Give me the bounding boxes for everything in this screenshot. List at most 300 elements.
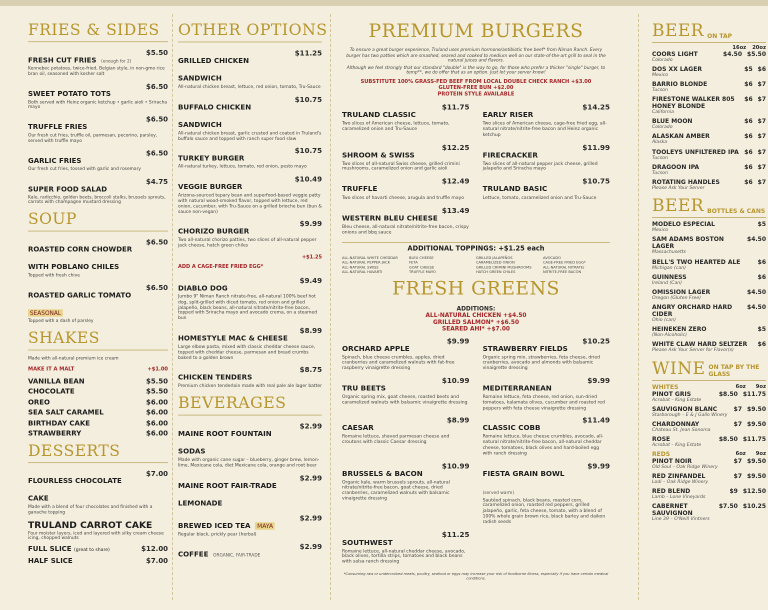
beer-prices <box>744 149 766 156</box>
menu-item-price: $6.50 <box>146 238 168 247</box>
menu-item-header <box>178 422 322 457</box>
menu-item-header <box>28 177 168 194</box>
beer-name: CHARDONNAY <box>652 420 700 428</box>
menu-item-price: $13.49 <box>441 206 470 215</box>
beer-price-large: $12.50 <box>742 488 766 496</box>
menu-item-desc: All-natural chicken breast, garlic crusted and coated in Truland's buffalo sauce and topped with ranch super food slaw <box>178 131 322 142</box>
beer-row <box>652 236 766 250</box>
menu-item-title <box>342 177 377 195</box>
beer-origin: (Non-Alcoholic) <box>652 332 687 338</box>
menu-item-name: FIESTA GRAIN BOWL <box>482 469 565 478</box>
beer-origin: Alaska <box>652 140 668 146</box>
menu-item-header <box>483 462 610 498</box>
beer-item <box>652 81 766 94</box>
beer-name: PINOT NOIR <box>652 457 692 465</box>
desserts-section-title: DESSERTS <box>28 443 168 463</box>
beer-name: RED BLEND <box>652 488 691 496</box>
menu-item <box>178 175 322 215</box>
beer-price-small: $9 <box>729 488 738 496</box>
malt-label: MAKE IT A MALT <box>28 366 75 373</box>
beer-item <box>652 259 766 272</box>
beer-prices <box>744 81 766 88</box>
menu-item-name: SWEET POTATO TOTS <box>28 89 111 98</box>
menu-item-desc: Two slices of all-natural Swiss cheese, grilled crimini mushrooms, caramelized onion and garlic aioli <box>342 161 460 172</box>
menu-item-header <box>342 376 469 394</box>
beer-name: RED ZINFANDEL <box>652 473 706 481</box>
menu-item <box>342 177 469 201</box>
beer-name: DRAGOON IPA <box>652 163 700 171</box>
beer-name: WHITE CLAW HARD SELTZER <box>652 341 748 348</box>
beer-price-large: $9.50 <box>747 473 766 481</box>
beer-prices <box>758 341 766 348</box>
menu-item-title <box>178 474 296 509</box>
beer-tap-list <box>652 51 766 191</box>
menu-item-header <box>483 143 610 161</box>
beer-price-large: $7 <box>757 96 766 104</box>
beer-price-small: $6 <box>744 133 753 141</box>
beer-row <box>652 436 766 443</box>
menu-item-header <box>178 276 322 294</box>
menu-item-name: MAINE ROOT FAIR-TRADE LEMONADE <box>178 481 277 508</box>
beer-origin: Mexico <box>652 228 669 234</box>
beer-item <box>652 289 766 302</box>
menu-item-desc: Premium chicken tenderloin made with real pale ale lager batter <box>178 384 322 389</box>
beer-name: COORS LIGHT <box>652 51 698 58</box>
beer-price-large: $6 <box>757 66 766 74</box>
menu-item-name: FLOURLESS CHOCOLATE CAKE <box>28 476 122 503</box>
topping-item: ALL-NATURAL NITRATE/ <box>542 264 585 269</box>
beer-row <box>652 421 766 428</box>
shake-name: SEA SALT CARAMEL <box>28 408 104 417</box>
wine-size-6: 6oz <box>735 383 746 390</box>
beer-prices <box>758 274 766 281</box>
menu-item <box>483 462 610 526</box>
beer-origin: Ohio (can) <box>652 317 676 323</box>
menu-item-header <box>178 49 322 84</box>
beer-item <box>652 458 766 471</box>
beer-name: BLUE MOON <box>652 118 693 126</box>
beer-item <box>652 503 766 523</box>
beer-row <box>652 304 766 318</box>
menu-item-name: WESTERN BLEU CHEESE <box>342 213 438 223</box>
menu-item-name: ROASTED GARLIC TOMATO <box>28 291 132 300</box>
menu-item-price: $10.75 <box>294 146 322 156</box>
menu-item-price: $9.99 <box>587 461 610 471</box>
beer-origin: Line 39 – O'Neill Vintners <box>652 517 710 523</box>
beer-prices <box>744 133 766 140</box>
menu-item-price: $11.99 <box>582 142 610 152</box>
menu-item-desc: Arizona-sourced tepary bean and superfood-based veggie patty with natural wood-smoked flavor, topped with lettuce, red onion, cucumber, with Tru-Sauce on a grilled brioche bun (bun & sauce non-vegan) <box>178 193 322 215</box>
menu-item <box>483 337 610 372</box>
menu-item-name: TRU BEETS <box>342 383 386 393</box>
topping-item: ALL-NATURAL PEPPER JACK <box>342 259 390 265</box>
menu-item-name: GARLIC FRIES <box>28 156 82 165</box>
menu-item <box>28 149 168 173</box>
beer-row <box>652 51 766 58</box>
beer-prices <box>747 236 766 250</box>
column-divider <box>638 14 639 600</box>
menu-item-price: $2.99 <box>299 422 322 431</box>
menu-item-desc: Organic kale, warm brussels sprouts, all-natural nitrate/nitrite-free bacon, goat cheese, dried cranberries, caramelized walnuts with balsamic vinaigrette dressing <box>342 480 450 502</box>
menu-item-price: $10.25 <box>582 336 610 346</box>
menu-item-header <box>28 49 168 66</box>
beverages-list <box>178 422 322 560</box>
wine-size-9: 9oz <box>755 383 766 390</box>
menu-item <box>178 220 322 249</box>
menu-item <box>178 276 322 321</box>
menu-item-title <box>483 177 548 195</box>
beer-price-small: $7 <box>733 405 743 413</box>
beer-origin: Tucson <box>652 170 668 176</box>
menu-item-price: $10.99 <box>441 461 470 471</box>
menu-item-name: TURKEY BURGER <box>178 154 245 163</box>
beer-row <box>652 458 766 465</box>
carrot-cake-name: TRULAND CARROT CAKE <box>28 520 153 531</box>
menu-item-title <box>178 220 249 238</box>
menu-item-desc: Large elbow pasta, mixed with classic cheddar cheese sauce, topped with cheddar cheese, parmesan and bread crumbs baked to a golden brown <box>178 344 316 361</box>
beer-origin: Acrobat – King Estate <box>652 442 702 448</box>
menu-item-header <box>28 470 168 505</box>
beer-row <box>652 341 766 348</box>
beer-name: MODELO ESPECIAL <box>652 221 715 229</box>
beer-name: DOS XX LAGER <box>652 66 702 74</box>
menu-item-desc: Romaine lettuce, feta cheese, red onion, sun-dried tomatoes, kalamata olives, cucumber and roasted red peppers with feta cheese vinaigrette dressing <box>482 395 605 411</box>
beer-prices <box>758 221 766 228</box>
menu-item-title <box>483 462 584 498</box>
menu-item-price: $12.49 <box>441 177 470 186</box>
beer-prices <box>747 289 766 296</box>
menu-item-price: $9.99 <box>587 376 610 385</box>
menu-item-price: +$1.25 <box>301 254 322 261</box>
topping-item: GOAT CHEESE <box>408 264 435 269</box>
menu-item-price: $7.00 <box>146 469 168 478</box>
wine-title: WINE <box>652 358 706 379</box>
toppings-list <box>342 255 610 274</box>
menu-item <box>28 116 168 145</box>
beer-origin: Michigan (can) <box>652 265 686 271</box>
toppings-title: ADDITIONAL TOPPINGS: +$1.25 each <box>342 242 610 252</box>
shake-item <box>28 398 168 406</box>
menu-item-title <box>178 175 242 193</box>
menu-item <box>483 143 610 173</box>
menu-item-price: $10.99 <box>441 376 470 385</box>
menu-item-name: EARLY RISER <box>482 110 534 120</box>
beer-row <box>652 66 766 73</box>
menu-item-header <box>28 284 168 319</box>
menu-item-desc: Made with a blend of four chocolates and finished with a ganache topping <box>28 505 153 516</box>
footnote: *Consuming raw or undercooked meats, poultry, seafood or eggs may increase your risk of foodborne illness, especially if you have certain medical conditions. <box>343 571 609 581</box>
menu-item-price: $5.50 <box>146 48 168 57</box>
beer-price-small: $6 <box>744 148 753 156</box>
column-other-options-beverages <box>178 21 328 565</box>
menu-item-header <box>483 103 610 121</box>
beer-row <box>652 164 766 171</box>
menu-item-header <box>342 103 469 121</box>
beer-item <box>652 179 766 192</box>
menu-item-header <box>178 366 322 384</box>
menu-item-note: (served warm) <box>482 490 515 496</box>
topping-item: ALL-NATURAL HAVARTI <box>342 268 383 274</box>
beer-origin: Ireland (Can) <box>652 280 682 286</box>
beer-bottle-title: BEER <box>652 196 705 217</box>
beer-price-small: $6 <box>744 163 753 171</box>
menu-item <box>28 284 168 325</box>
menu-item <box>483 103 610 138</box>
menu-item-title <box>483 376 552 394</box>
beer-row <box>652 133 766 140</box>
menu-item-price: $6.50 <box>146 148 168 158</box>
malt-price: +$1.00 <box>147 366 168 373</box>
menu-item <box>28 177 168 206</box>
shake-name: STRAWBERRY <box>28 429 82 438</box>
desserts-list <box>28 470 168 516</box>
greens-list <box>342 337 610 570</box>
menu-item-desc: Made with organic cane sugar – blueberry, ginger brew, lemon-lime, Mexicane cola, diet Mexicane cola, orange and root beer <box>178 458 320 469</box>
shake-item <box>28 377 168 385</box>
beer-prices <box>719 391 766 398</box>
menu-item-title <box>342 416 374 434</box>
menu-item-desc: All-natural chicken breast, lettuce, red onion, tomato, Tru-Sauce <box>178 85 321 90</box>
menu-item-desc: Two slices of American cheese, cage-free fried egg, all-natural nitrate/nitrite-free bacon and Heinz organic ketchup <box>482 121 607 138</box>
addition-ahi: SEARED AHI* +$7.00 <box>442 325 510 332</box>
beer-price-large: $5.50 <box>747 51 766 58</box>
menu-item <box>178 514 322 538</box>
menu-item-desc: Romaine lettuce, shaved parmesan cheese and croutons with classic Caesar dressing <box>342 435 450 446</box>
menu-item-price: $11.25 <box>441 530 470 539</box>
menu-item-name: DIABLO DOG <box>178 283 228 293</box>
beer-row <box>652 391 766 398</box>
beer-price: $4.50 <box>747 303 766 311</box>
beer-price-large: $7 <box>757 118 766 126</box>
menu-item-name: ORCHARD APPLE <box>342 344 410 353</box>
shake-item <box>28 419 168 427</box>
beer-price-large: $7 <box>757 178 766 186</box>
beer-item <box>652 473 766 486</box>
menu-item-price: $8.99 <box>446 416 470 425</box>
menu-item-title <box>178 514 275 532</box>
beer-name: ALASKAN AMBER <box>652 133 710 141</box>
whites-label: WHITES <box>652 383 679 391</box>
beer-name: HEINEKEN ZERO <box>652 325 707 333</box>
beer-prices <box>744 96 766 110</box>
menu-item-price: $10.75 <box>582 177 610 186</box>
menu-item-name: CAESAR <box>342 423 374 433</box>
beer-price-small: $6 <box>744 96 753 104</box>
beer-prices <box>719 503 766 517</box>
beer-row <box>652 503 766 517</box>
beer-price: $6 <box>757 258 766 266</box>
menu-item-title <box>28 177 107 194</box>
wine-sub: ON TAP BY THE GLASS <box>708 363 760 378</box>
beer-item <box>652 274 766 287</box>
beer-origin: Lodi – Oak Ridge Winery <box>652 480 709 486</box>
menu-item-note: ORGANIC, FAIR-TRADE <box>213 553 261 559</box>
menu-item-header <box>178 95 322 130</box>
menu-item-price: $10.49 <box>294 175 322 184</box>
shakes-section-title: SHAKES <box>28 330 168 350</box>
menu-item-title <box>178 147 244 165</box>
menu-item-header <box>178 542 322 560</box>
menu-item-desc: Kennebec potatoes, twice-fried, Belgian style, in non-gmo rice bran oil, seasoned with kosher salt <box>28 66 165 77</box>
column-divider <box>330 14 331 600</box>
menu-item <box>178 542 322 560</box>
menu-item-title <box>342 337 410 355</box>
beer-price-large: $10.25 <box>742 503 766 511</box>
menu-item-name: BREWED ICED TEA <box>178 521 251 530</box>
menu-item-price: $6.50 <box>146 115 168 124</box>
beer-row <box>652 149 766 156</box>
shake-item <box>28 429 168 437</box>
menu-item <box>178 366 322 390</box>
menu-item-header <box>483 416 610 434</box>
beer-item <box>652 488 766 501</box>
beer-item <box>652 149 766 162</box>
beer-origin: Acrobat – King Estate <box>652 397 702 403</box>
menu-item-price: $9.99 <box>446 336 470 346</box>
beer-price-small: $7 <box>733 473 743 481</box>
menu-item-name: MEDITERRANEAN <box>482 383 552 393</box>
menu-item-price: $2.99 <box>299 473 322 483</box>
beer-name: ANGRY ORCHARD HARD CIDER <box>652 303 733 318</box>
menu-item-price: $2.99 <box>299 542 322 551</box>
beer-origin: Oregon (Gluten Free) <box>652 295 701 301</box>
carrot-cake-item <box>28 520 168 564</box>
other-options-list <box>178 49 322 390</box>
menu-item-name: SOUTHWEST <box>342 537 393 547</box>
menu-item <box>28 470 168 516</box>
shakes-intro: Made with all-natural premium ice cream <box>28 356 119 362</box>
menu-item-name: ROASTED CORN CHOWDER WITH POBLANO CHILES <box>28 245 133 272</box>
menu-item-desc: Lettuce, tomato, caramelized onion and Tru-Sauce <box>482 196 597 201</box>
beer-row <box>652 96 766 110</box>
menu-item <box>178 326 322 361</box>
shake-name: CHOCOLATE <box>28 387 75 396</box>
beer-name: TOOLEYS UNFILTERED IPA <box>652 148 739 156</box>
menu-item-title <box>28 82 111 99</box>
beer-price-small: $8.50 <box>718 435 738 443</box>
menu-item <box>178 49 322 91</box>
menu-item-header <box>342 337 469 355</box>
shake-price: $5.50 <box>146 387 168 396</box>
beer-row <box>652 259 766 266</box>
menu-item <box>178 422 322 469</box>
menu-item <box>342 206 469 236</box>
beer-row <box>652 406 766 413</box>
menu-item-name: GRILLED CHICKEN SANDWICH <box>178 56 249 83</box>
shake-name: BIRTHDAY CAKE <box>28 418 91 427</box>
menu-item-desc: Bleu cheese, all-natural nitrate/nitrite-free bacon, crispy onions and bbq sauce <box>342 225 469 236</box>
beer-origin: Lamb – Lone Vineyards <box>652 495 706 501</box>
beer-price-small: $5 <box>744 66 753 74</box>
burgers-list <box>342 103 610 241</box>
menu-item-name: BRUSSELS & BACON <box>342 469 423 478</box>
beer-bottle-sub: BOTTLES & CANS <box>707 208 766 216</box>
beer-origin: Mexico <box>652 73 669 79</box>
menu-item-header <box>178 147 322 165</box>
menu-item-header <box>178 474 322 509</box>
topping-item: CARAMELIZED ONION <box>475 259 515 265</box>
carrot-full-slice <box>28 545 168 555</box>
menu-item <box>483 177 610 201</box>
beer-item <box>652 164 766 177</box>
beer-prices <box>734 473 766 480</box>
menu-item-desc: Sautéed spinach, black beans, roasted corn, caramelized onion, roasted red peppers, grilled jalapeño, garlic, feta cheese, tomato, with a blend of 100% whole grain brown rice, black barley and daikon radish seeds <box>482 498 606 525</box>
menu-item-title <box>178 422 296 457</box>
beer-item <box>652 118 766 131</box>
menu-item-name: MAINE ROOT FOUNTAIN SODAS <box>178 429 272 456</box>
menu-item-desc: Regular black, prickly pear (herbal) <box>178 532 257 537</box>
beer-price-small: $6 <box>744 178 753 186</box>
menu-item-name: TRULAND BASIC <box>482 184 548 194</box>
menu-item-name: TRULAND CLASSIC <box>342 110 416 120</box>
menu-item-desc: Topped with a dash of parsley <box>28 319 94 324</box>
beer-prices <box>719 436 766 443</box>
menu-item-price: $14.25 <box>582 103 610 112</box>
menu-item-title <box>342 206 438 224</box>
menu-item-desc: Romaine lettuce, all-natural cheddar cheese, avocado, black olives, tortilla strips, tomatoes and black beans with salsa ranch dressing <box>342 549 466 565</box>
shake-price: $6.00 <box>146 418 168 427</box>
menu-item-title <box>342 530 393 548</box>
menu-item <box>483 376 610 411</box>
menu-item-name: CHICKEN TENDERS <box>178 373 253 382</box>
menu-item-price: $11.75 <box>441 103 470 112</box>
menu-item-desc: Two slices of American cheese, lettuce, tomato, caramelized onion and Tru-Sauce <box>342 121 450 132</box>
menu-item-name: CHORIZO BURGER <box>178 227 250 236</box>
beer-price: $5 <box>757 221 766 229</box>
menu-item <box>342 143 469 173</box>
beer-origin: Colorado <box>652 58 673 63</box>
menu-item-header <box>483 177 610 195</box>
menu-item-header <box>342 177 469 195</box>
wine-size-6-reds: 6oz <box>735 450 746 457</box>
menu-item-title <box>178 95 291 130</box>
menu-item-header <box>342 206 469 224</box>
beer-prices <box>734 421 766 428</box>
beer-origin: California <box>652 110 674 116</box>
beer-price-small: $7 <box>733 457 743 465</box>
beer-name: ROSE <box>652 435 671 443</box>
menu-item-title <box>483 143 538 161</box>
menu-item <box>342 416 469 457</box>
menu-item-title <box>178 366 252 384</box>
menu-item-header <box>342 143 469 161</box>
beer-prices <box>723 51 766 58</box>
protein-style: PROTEIN STYLE AVAILABLE <box>437 91 515 98</box>
beer-price-large: $9.50 <box>747 405 766 413</box>
menu-item-desc: Spinach, blue cheese crumbles, apples, dried cranberries and caramelized walnuts with fat-free raspberry vinaigrette dressing <box>342 355 455 371</box>
shake-price: $5.50 <box>146 376 168 385</box>
beer-size-20: 20oz <box>752 45 766 51</box>
menu-item <box>342 337 469 372</box>
menu-item-header <box>342 530 469 548</box>
beer-item <box>652 221 766 234</box>
beer-item <box>652 421 766 434</box>
beer-price-large: $9.50 <box>747 420 766 428</box>
beer-name: SAM ADAMS BOSTON LAGER <box>652 236 724 251</box>
beer-prices <box>758 326 766 333</box>
beer-price-small: $6 <box>744 81 753 89</box>
menu-item-price: $8.99 <box>299 326 322 335</box>
column-burgers-greens <box>342 19 610 581</box>
beer-price-small: $7.50 <box>718 503 738 511</box>
beer-origin: Please Ask Your Server for Flavor(s) <box>652 348 734 353</box>
beer-price-large: $9.50 <box>747 457 766 465</box>
beer-origin: Colorado <box>652 125 673 131</box>
beer-name: FIRESTONE WALKER 805 HONEY BLONDE <box>652 96 735 111</box>
menu-item-price: $9.99 <box>299 220 322 229</box>
beer-prices <box>747 304 766 318</box>
additions-title: ADDITIONS: <box>456 305 496 313</box>
